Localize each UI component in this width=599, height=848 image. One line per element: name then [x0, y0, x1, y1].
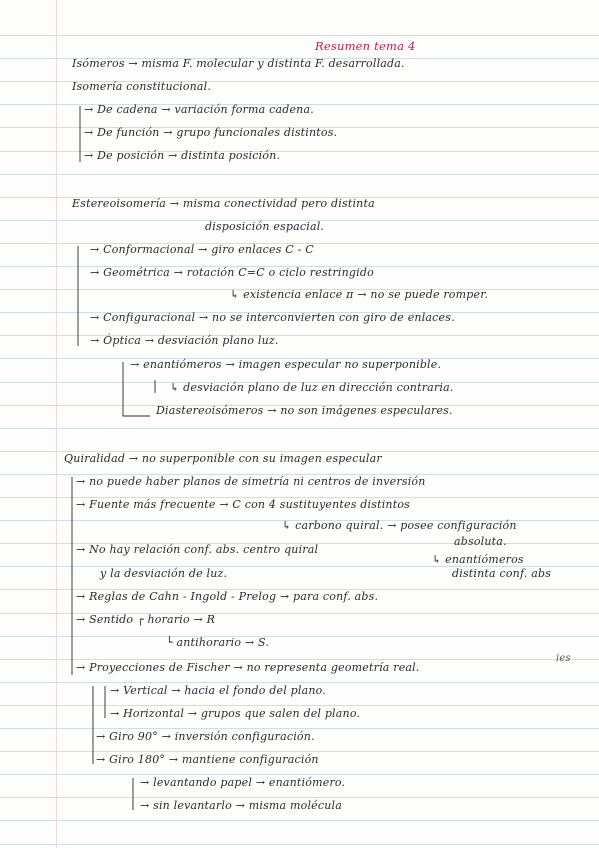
note-line: → No hay relación conf. abs. centro quiral — [76, 543, 319, 556]
note-line: → De posición → distinta posición. — [84, 149, 281, 162]
note-line: └ antihorario → S. — [166, 636, 270, 649]
ruled-line — [0, 844, 599, 845]
note-line: Quiralidad → no superponible con su imagen especular — [64, 452, 382, 465]
note-line: ↳ carbono quiral. → posee configuración — [282, 519, 517, 532]
note-line: → sin levantarlo → misma molécula — [140, 799, 343, 812]
note-line: → Fuente más frecuente → C con 4 sustituyentes distintos — [76, 498, 410, 511]
ruled-line — [0, 636, 599, 637]
note-line: absoluta. — [454, 535, 507, 548]
note-line: → Giro 90° → inversión configuración. — [96, 730, 315, 743]
ruled-line — [0, 820, 599, 821]
note-line: ↳ existencia enlace π → no se puede romper. — [230, 288, 489, 301]
ruled-line — [0, 659, 599, 660]
note-line: Estereoisomería → misma conectividad pero distinta — [72, 197, 375, 210]
note-line: → Óptica → desviación plano luz. — [90, 334, 279, 347]
note-line: ↳ desviación plano de luz en dirección contraria. — [170, 381, 454, 394]
ruled-line — [0, 682, 599, 683]
note-line: distinta conf. abs — [452, 567, 552, 580]
note-line: → Giro 180° → mantiene configuración — [96, 753, 319, 766]
note-line: → De función → grupo funcionales distintos. — [84, 126, 338, 139]
ruled-line — [0, 728, 599, 729]
note-line: → enantiómeros → imagen especular no superponible. — [130, 358, 442, 371]
note-line: → levantando papel → enantiómero. — [140, 776, 346, 789]
ruled-line — [0, 751, 599, 752]
note-line: ↳ enantiómeros — [432, 553, 524, 566]
ruled-line — [0, 428, 599, 429]
note-line: → Horizontal → grupos que salen del plano. — [110, 707, 361, 720]
note-line: → De cadena → variación forma cadena. — [84, 103, 314, 116]
ruled-line — [0, 174, 599, 175]
note-line: Isomería constitucional. — [72, 80, 212, 93]
note-line: → Vertical → hacia el fondo del plano. — [110, 684, 326, 697]
note-line: Diastereoisómeros → no son imágenes especulares. — [156, 404, 453, 417]
note-line: → Geométrica → rotación C=C o ciclo restringido — [90, 266, 374, 279]
ruled-line — [0, 35, 599, 36]
note-line: → Proyecciones de Fischer → no representa geometría real. — [76, 661, 420, 674]
note-line: → Sentido ┌ horario → R — [76, 613, 216, 626]
note-line: disposición espacial. — [205, 220, 325, 233]
note-line: → Configuracional → no se interconvierten con giro de enlaces. — [90, 311, 455, 324]
page-title: Resumen tema 4 — [315, 39, 416, 53]
ruled-line — [0, 797, 599, 798]
ruled-line — [0, 705, 599, 706]
side-note: ies — [556, 653, 571, 664]
note-line: Isómeros → misma F. molecular y distinta F. desarrollada. — [72, 57, 405, 70]
note-line: → Conformacional → giro enlaces C - C — [90, 243, 314, 256]
note-line: → Reglas de Cahn - Ingold - Prelog → para conf. abs. — [76, 590, 379, 603]
ruled-line — [0, 774, 599, 775]
note-line: → no puede haber planos de simetría ni centros de inversión — [76, 475, 426, 488]
note-line: y la desviación de luz. — [100, 567, 228, 580]
